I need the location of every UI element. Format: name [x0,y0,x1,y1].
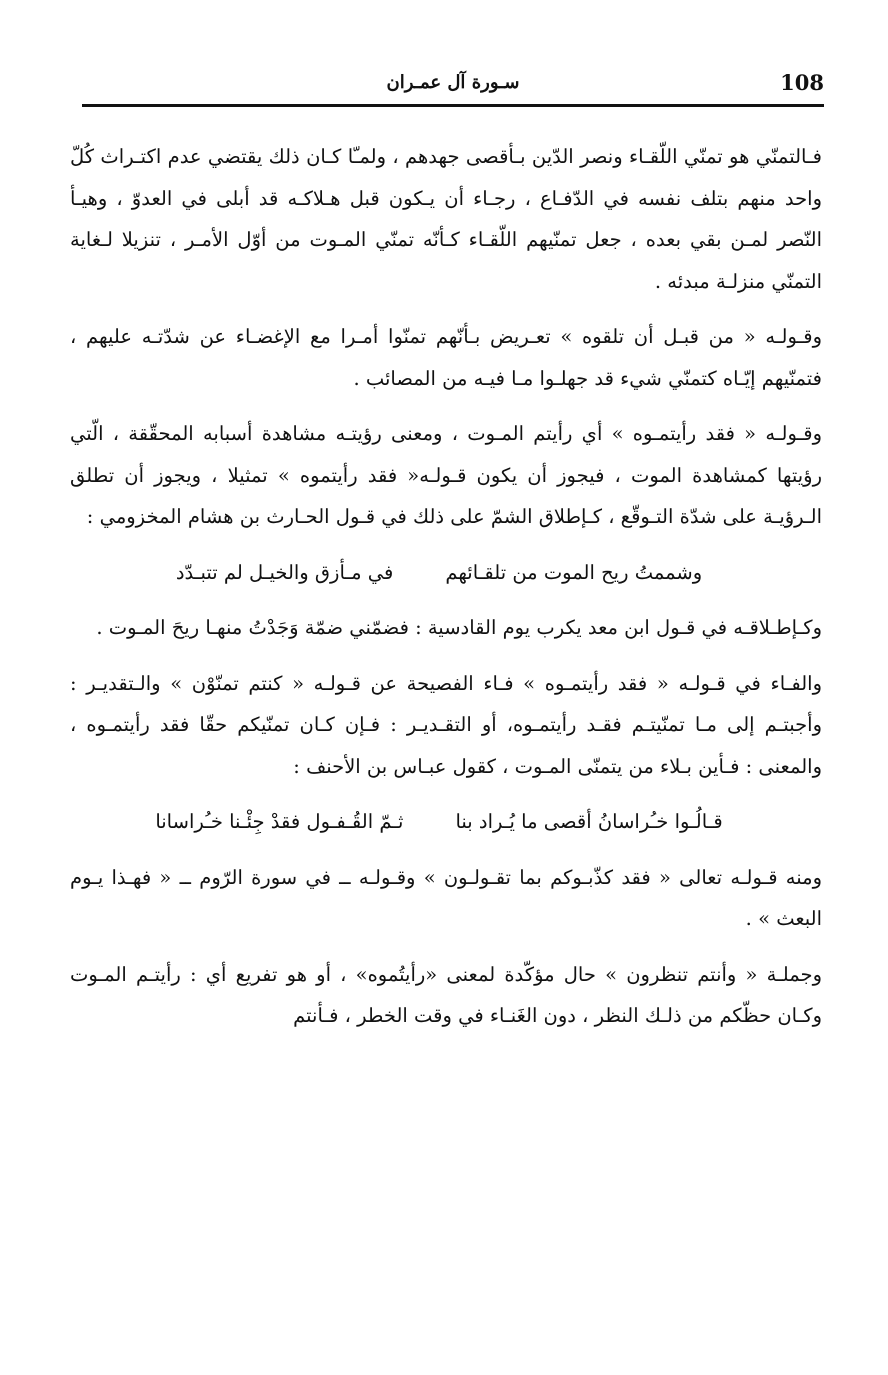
paragraph [70,413,822,538]
paragraph [70,954,822,1037]
paragraph-text: وكـإطـلاقـه في قـول ابن معد يكرب يوم القادسية : فضمّني ضمّة وَجَدْتُ منهـا ريحَ المـوت . [96,616,822,639]
paragraph [70,136,822,302]
paragraph [70,607,822,649]
paragraph-text: ومنه قـولـه تعالى « فقد كذّبـوكم بما تقـولـون » وقـولـه ــ في سورة الرّوم ــ « فهـذا يـوم البعث » . [70,865,822,930]
poetry-verse [70,801,822,843]
paragraph-text: وجملـة « وأنتم تنظرون » حال مؤكّدة لمعنى «رأيتُموه» ، أو هو تفريع أي : رأيتـم المـوت وكـان حظّكم من ذلـك النظر ، دون الغَنـاء في وقت الخطر ، فـأنتم [70,962,822,1027]
paragraph-text: فـالتمنّي هو تمنّي اللّقـاء ونصر الدّين بـأقصى جهدهم ، ولمـّا كـان ذلك يقتضي عدم اكتـراث كُلّ واحد منهم بتلف نفسه في الدّفـاع ، رجـاء أن يـكون قبل هـلاكـه قد أبلى في العدوّ ، وهيـأ النّصر لمـن بقي بعده ، جعل تمنّيهم اللّقـاء كـأنّه تمنّي المـوت من أوّل الأمـر ، تنزيلا لـغاية التمنّي منزلـة مبدئه . [70,145,822,293]
paragraph [70,663,822,788]
page-header [82,62,824,102]
body-text [70,136,822,1051]
paragraph-text: وقـولـه « من قبـل أن تلقوه » تعـريض بـأنّهم تمنّوا أمـرا مع الإغضـاء عن شدّتـه عليهم ، فتمنّيهم إيّـاه كتمنّي شيء قد جهلـوا مـا فيـه من المصائب . [70,325,822,390]
verse-second-hemistich: في مـأزق والخيـل لم تتبـدّد [175,560,394,584]
verse-second-hemistich: ثـمّ القُـفـول فقدْ جِئْـنا خـُراسانا [155,810,404,833]
page-number: 108 [780,70,824,95]
verse-first-hemistich: قـالُـوا خـُراسانُ أقصى ما يُـراد بنا [455,810,723,833]
paragraph [70,857,822,940]
paragraph [70,316,822,399]
verse-first-hemistich: وشممتُ ريح الموت من تلقـائهم [445,560,703,584]
header-divider [82,104,824,107]
poetry-verse [70,552,822,594]
paragraph-text: والفـاء في قـولـه « فقد رأيتمـوه » فـاء الفصيحة عن قـولـه « كنتم تمنّوْن » والـتقديـر : وأجبتـم إلى مـا تمنّيتـم فقـد رأيتمـوه، أو التقـديـر : فـإن كـان تمنّيكم حقّا فقد رأيتمـوه ، والمعنى : فـأين بـلاء من يتمنّى المـوت ، كقول عبـاس بن الأحنف : [70,671,822,778]
paragraph-text: وقـولـه « فقد رأيتمـوه » أي رأيتم المـوت ، ومعنى رؤيتـه مشاهدة أسبابه المحقّقة ، الّتي رؤيتها كمشاهدة الموت ، فيجوز أن يكون قـولـه« فقد رأيتموه » تمثيلا ، ويجوز أن تطلق الـرؤيـة على شدّة التـوقّع ، كـإطلاق الشمّ على ذلك في قـول الحـارث بن هشام المخزومي : [70,422,822,528]
running-title: سـورة آل عمـران [386,72,520,93]
